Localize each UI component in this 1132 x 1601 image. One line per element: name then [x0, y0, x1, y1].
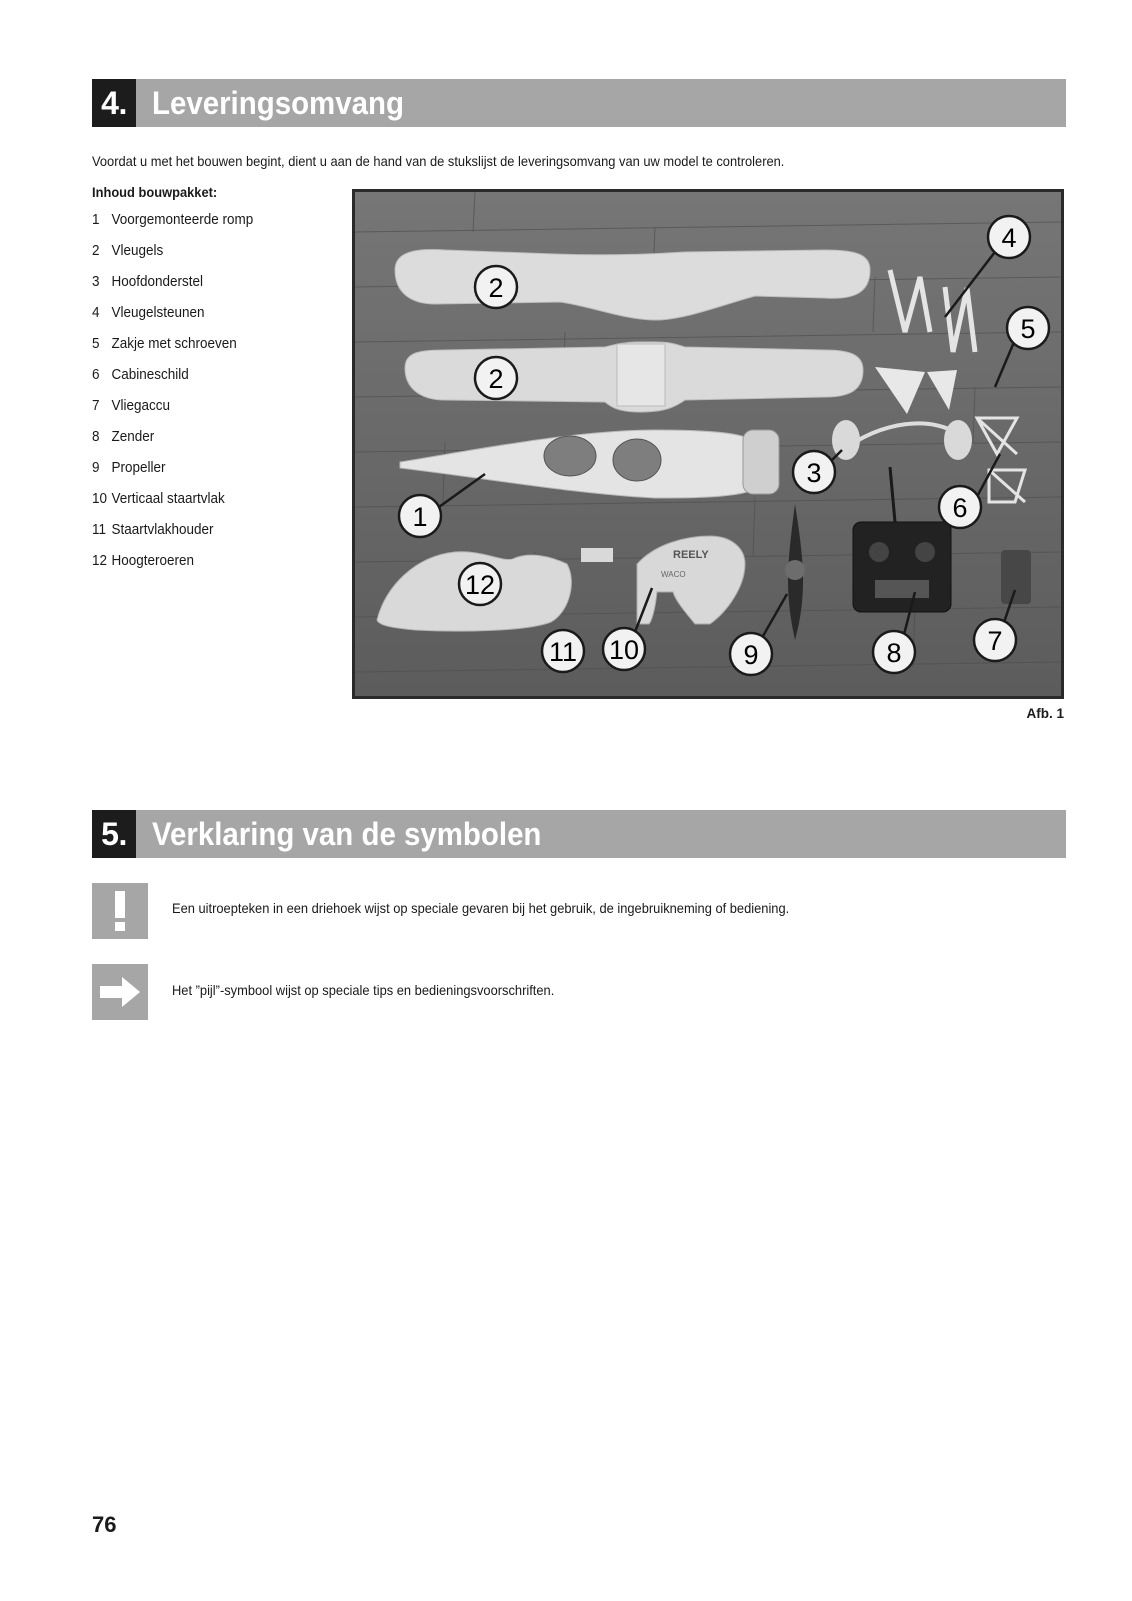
item-label: Verticaal staartvlak	[111, 491, 225, 507]
list-item	[92, 243, 253, 274]
item-label: Vliegaccu	[111, 398, 171, 414]
callout-2b	[475, 357, 517, 399]
figure-caption: Afb. 1	[1026, 706, 1064, 721]
kit-contents-photo	[352, 189, 1064, 699]
callout-label: 3	[806, 458, 822, 488]
item-number: 11	[92, 522, 107, 538]
item-label: Cabineschild	[111, 367, 189, 383]
intro-paragraph: Voordat u met het bouwen begint, dient u aan de hand van de stukslijst de leveringsomvang van uw model te controleren.	[92, 153, 785, 169]
callout-11	[542, 630, 584, 672]
contents-heading: Inhoud bouwpakket:	[92, 184, 218, 200]
fin-sub-text: WACO	[661, 570, 686, 579]
callout-label: 4	[1001, 223, 1017, 253]
exclamation-description: Een uitroepteken in een driehoek wijst op speciale gevaren bij het gebruik, de ingebruikneming of bediening.	[172, 900, 790, 916]
item-label: Voorgemonteerde romp	[111, 212, 254, 228]
callout-3	[793, 451, 835, 493]
list-item	[92, 212, 253, 243]
arrow-description: Het ”pijl”-symbool wijst op speciale tips en bedieningsvoorschriften.	[172, 982, 555, 998]
callout-2a	[475, 266, 517, 308]
item-number: 7	[92, 398, 100, 414]
section-number: 5.	[92, 810, 136, 858]
list-item	[92, 274, 253, 305]
list-item	[92, 305, 253, 336]
section-4-header	[92, 79, 1066, 127]
section-number: 4.	[92, 79, 136, 127]
item-number: 5	[92, 336, 100, 352]
callout-8	[873, 631, 915, 673]
item-number: 6	[92, 367, 100, 383]
list-item	[92, 336, 253, 367]
callout-label: 2	[488, 273, 504, 303]
item-label: Propeller	[111, 460, 166, 476]
list-item	[92, 429, 253, 460]
callout-5	[1007, 307, 1049, 349]
list-item	[92, 522, 253, 553]
section-title: Verklaring van de symbolen	[152, 815, 542, 852]
list-item	[92, 398, 253, 429]
item-number: 8	[92, 429, 100, 445]
list-item	[92, 460, 253, 491]
arrow-right-icon	[92, 964, 148, 1020]
transmitter	[853, 522, 951, 612]
section-title: Leveringsomvang	[152, 84, 404, 121]
callout-12	[459, 563, 501, 605]
callout-label: 9	[743, 640, 759, 670]
list-item	[92, 491, 253, 522]
item-number: 3	[92, 274, 100, 290]
fin-logo-text: REELY	[673, 549, 709, 561]
callout-6	[939, 486, 981, 528]
item-label: Zakje met schroeven	[111, 336, 237, 352]
section-5-header	[92, 810, 1066, 858]
callout-label: 5	[1020, 314, 1036, 344]
callout-label: 1	[412, 502, 428, 532]
item-number: 4	[92, 305, 100, 321]
callout-4	[988, 216, 1030, 258]
page-number: 76	[92, 1512, 117, 1537]
item-number: 12	[92, 553, 108, 569]
exclamation-icon	[92, 883, 148, 939]
item-number: 10	[92, 491, 108, 507]
callout-label: 7	[987, 626, 1003, 656]
callout-label: 12	[464, 570, 496, 600]
item-label: Hoofdonderstel	[111, 274, 203, 290]
callout-9	[730, 633, 772, 675]
photo-illustration	[355, 192, 1061, 696]
callout-7	[974, 619, 1016, 661]
callout-label: 8	[886, 638, 902, 668]
item-label: Hoogteroeren	[111, 553, 194, 569]
callout-10	[603, 628, 645, 670]
callout-label: 11	[548, 637, 578, 667]
item-number: 2	[92, 243, 100, 259]
item-label: Vleugels	[111, 243, 164, 259]
item-number: 9	[92, 460, 100, 476]
item-label: Vleugelsteunen	[111, 305, 205, 321]
callout-1	[399, 495, 441, 537]
item-label: Staartvlakhouder	[111, 522, 214, 538]
list-item	[92, 367, 253, 398]
callout-label: 6	[952, 493, 968, 523]
callout-label: 2	[488, 364, 504, 394]
callout-label: 10	[608, 635, 640, 665]
item-label: Zender	[111, 429, 155, 445]
list-item	[92, 553, 253, 584]
item-number: 1	[92, 212, 100, 228]
parts-list	[92, 212, 265, 584]
